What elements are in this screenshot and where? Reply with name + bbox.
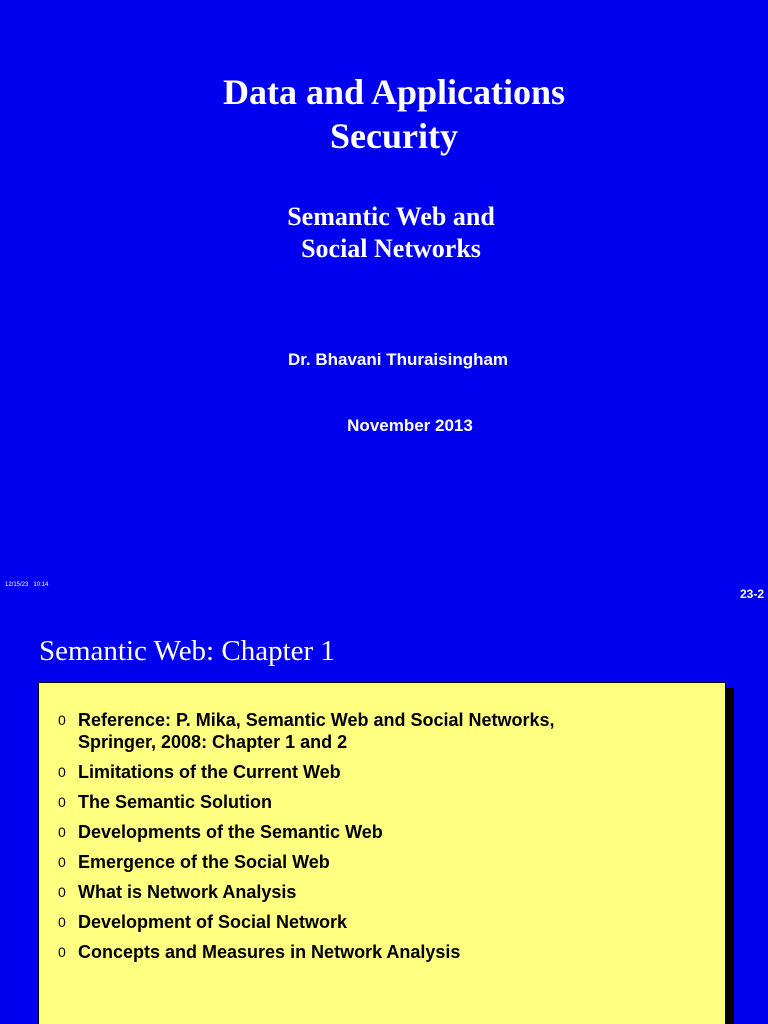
bullet-text-line: What is Network Analysis [78, 882, 297, 902]
slide-number: 23-2 [739, 587, 764, 601]
bullet-text-line: Developments of the Semantic Web [78, 822, 383, 842]
bullet-text-line: Limitations of the Current Web [78, 762, 341, 782]
chapter-title: Semantic Web: Chapter 1 [39, 635, 335, 667]
bullet-marker: 0 [58, 712, 66, 728]
bullet-item [39, 881, 727, 903]
bullet-list [39, 709, 727, 971]
bullet-marker: 0 [58, 824, 66, 840]
bullet-item [39, 821, 727, 843]
bullet-item [39, 761, 727, 783]
content-box [38, 682, 726, 1024]
bullet-marker: 0 [58, 914, 66, 930]
slide-subtitle-line-1: Semantic Web and [287, 202, 495, 231]
author-name: Dr. Bhavani Thuraisingham [287, 350, 509, 369]
presentation-date: November 2013 [347, 416, 473, 435]
bullet-text-line: Springer, 2008: Chapter 1 and 2 [78, 732, 348, 752]
bullet-marker: 0 [58, 794, 66, 810]
bullet-marker: 0 [58, 884, 66, 900]
bullet-item [39, 851, 727, 873]
bullet-item [39, 709, 727, 753]
bullet-text-line: The Semantic Solution [78, 792, 273, 812]
print-timestamp: 12/15/23 10:14 [5, 582, 49, 588]
bullet-text-line: Reference: P. Mika, Semantic Web and Social Networks, [78, 710, 555, 730]
slide-subtitle-line-2: Social Networks [301, 234, 481, 263]
bullet-text-line: Development of Social Network [78, 912, 348, 932]
slide-title-line-2: Security [330, 116, 458, 156]
bullet-marker: 0 [58, 944, 66, 960]
bullet-marker: 0 [58, 854, 66, 870]
slide-title-line-1: Data and Applications [222, 72, 566, 112]
bullet-item [39, 791, 727, 813]
bullet-item [39, 911, 727, 933]
bullet-item [39, 941, 727, 963]
bullet-text-line: Concepts and Measures in Network Analysis [78, 942, 461, 962]
bullet-marker: 0 [58, 764, 66, 780]
bullet-text-line: Emergence of the Social Web [78, 852, 330, 872]
